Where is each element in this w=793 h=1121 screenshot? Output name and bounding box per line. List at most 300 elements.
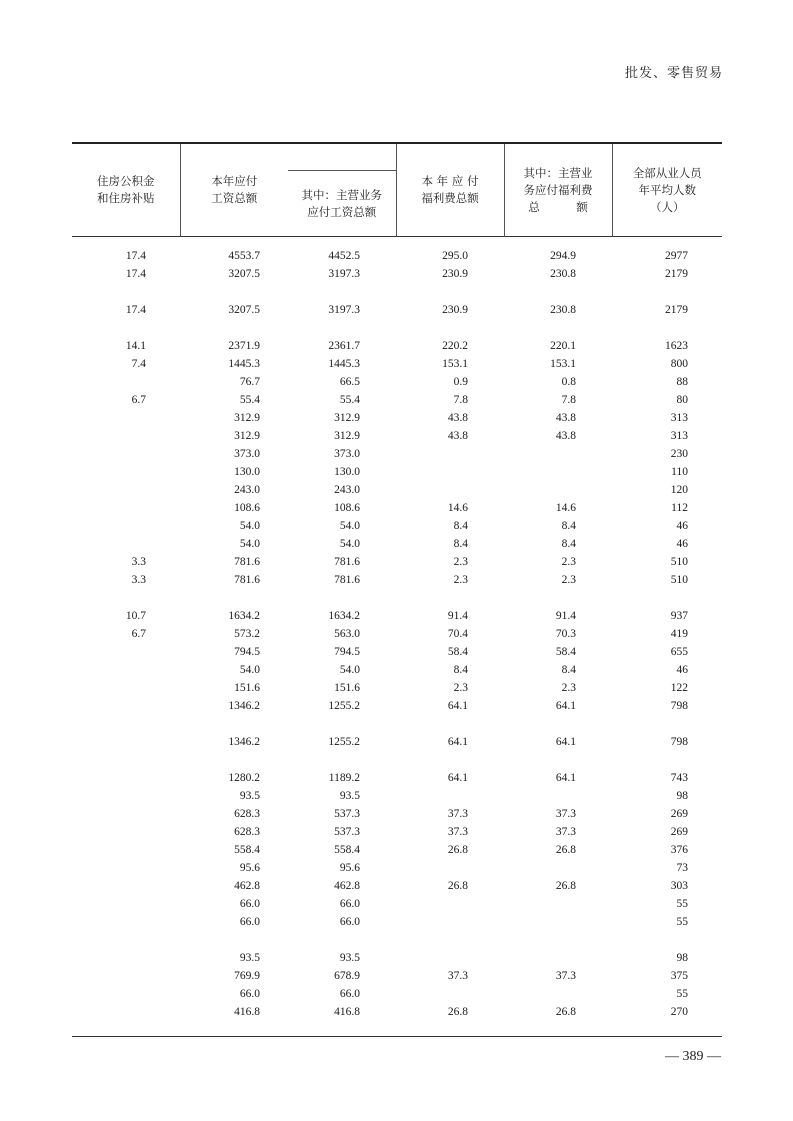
table-cell <box>504 985 612 1003</box>
table-cell: 7.8 <box>453 394 468 406</box>
table-cell <box>288 715 396 733</box>
table-cell: 93.5 <box>239 952 260 964</box>
table-cell: 416.8 <box>234 1006 260 1018</box>
table-cell: 3.3 <box>131 574 146 586</box>
table-cell: 7.8 <box>561 394 576 406</box>
table-row <box>72 553 722 571</box>
table-cell: 153.1 <box>550 358 576 370</box>
table-cell <box>504 463 612 481</box>
table-cell <box>72 733 180 751</box>
table-cell: 6.7 <box>131 628 146 640</box>
table-cell: 2371.9 <box>228 340 260 352</box>
table-cell <box>72 715 180 733</box>
header-payable-wage-spacer <box>288 143 396 171</box>
table-cell: 794.5 <box>334 646 360 658</box>
table-cell: 295.0 <box>442 250 468 262</box>
table-row <box>72 859 722 877</box>
table-cell: 769.9 <box>234 970 260 982</box>
table-cell: 66.0 <box>339 988 360 1000</box>
header-main-wage-line-2: 应付工资总额 <box>307 204 377 219</box>
table-cell <box>72 535 180 553</box>
table-cell: 573.2 <box>234 628 260 640</box>
table-cell: 55 <box>676 898 688 910</box>
table-cell: 66.0 <box>339 916 360 928</box>
table-cell: 26.8 <box>555 844 576 856</box>
page-number: — 389 — <box>665 1049 721 1064</box>
table-cell: 376 <box>670 844 688 856</box>
table-row <box>72 661 722 679</box>
header-main-business-welfare <box>504 143 612 237</box>
table-cell: 17.4 <box>125 304 146 316</box>
table-cell: 8.4 <box>453 664 468 676</box>
table-cell <box>288 751 396 769</box>
table-cell: 93.5 <box>339 790 360 802</box>
table-cell <box>288 589 396 607</box>
table-cell <box>180 715 288 733</box>
table-cell <box>396 949 504 967</box>
table-cell: 58.4 <box>555 646 576 658</box>
table-cell: 230.9 <box>442 304 468 316</box>
table-cell <box>72 769 180 787</box>
table-cell <box>180 319 288 337</box>
table-cell: 91.4 <box>447 610 468 622</box>
table-cell: 54.0 <box>239 538 260 550</box>
table-row <box>72 841 722 859</box>
table-cell <box>288 931 396 949</box>
table-cell <box>72 805 180 823</box>
table-cell: 73 <box>676 862 688 874</box>
table-cell: 8.4 <box>561 664 576 676</box>
table-cell: 313 <box>670 412 688 424</box>
table-row <box>72 373 722 391</box>
table-cell: 1634.2 <box>228 610 260 622</box>
table-cell <box>72 661 180 679</box>
table-cell: 108.6 <box>234 502 260 514</box>
table-cell <box>396 715 504 733</box>
header-payable-wage-line-1: 本年应付 <box>211 174 258 188</box>
table-cell: 14.6 <box>447 502 468 514</box>
table-cell: 55.4 <box>339 394 360 406</box>
table-cell <box>180 931 288 949</box>
table-cell <box>72 949 180 967</box>
table-row <box>72 571 722 589</box>
table-cell: 54.0 <box>339 538 360 550</box>
table-cell <box>396 589 504 607</box>
table-cell: 76.7 <box>239 376 260 388</box>
table-cell <box>504 319 612 337</box>
table-cell <box>72 787 180 805</box>
table-cell: 151.6 <box>334 682 360 694</box>
table-cell: 43.8 <box>447 430 468 442</box>
table-cell: 312.9 <box>234 412 260 424</box>
table-cell: 10.7 <box>125 610 146 622</box>
table-cell <box>72 373 180 391</box>
table-cell: 8.4 <box>561 538 576 550</box>
table-cell: 655 <box>670 646 688 658</box>
table-row <box>72 337 722 355</box>
table-cell <box>396 985 504 1003</box>
table-cell: 6.7 <box>131 394 146 406</box>
table-row <box>72 409 722 427</box>
table-cell: 798 <box>670 736 688 748</box>
table-cell <box>72 679 180 697</box>
table-row <box>72 1003 722 1021</box>
table-row <box>72 607 722 625</box>
table-cell: 120 <box>670 484 688 496</box>
table-cell: 58.4 <box>447 646 468 658</box>
table-cell: 122 <box>670 682 688 694</box>
table-row <box>72 985 722 1003</box>
table-cell: 1623 <box>665 340 688 352</box>
table-cell: 628.3 <box>234 808 260 820</box>
table-cell <box>396 751 504 769</box>
header-employees <box>612 143 722 237</box>
table-row <box>72 733 722 751</box>
table-cell <box>72 517 180 535</box>
table-cell: 781.6 <box>234 574 260 586</box>
header-payable-welfare-line-2: 福利费总额 <box>421 191 479 205</box>
header-housing-fund-line-1: 住房公积金 <box>97 174 155 188</box>
table-cell: 269 <box>670 826 688 838</box>
table-cell <box>72 427 180 445</box>
table-cell: 8.4 <box>561 520 576 532</box>
table-row <box>72 931 722 949</box>
table-cell: 312.9 <box>234 430 260 442</box>
table-cell: 98 <box>676 790 688 802</box>
table-row <box>72 319 722 337</box>
table-row <box>72 625 722 643</box>
header-payable-welfare <box>396 143 504 237</box>
table-cell: 46 <box>676 664 688 676</box>
table-cell: 66.0 <box>339 898 360 910</box>
table-cell: 1634.2 <box>328 610 360 622</box>
table-cell <box>504 895 612 913</box>
header-employees-line-3: （人） <box>650 199 685 214</box>
table-cell: 1255.2 <box>328 736 360 748</box>
table-cell: 43.8 <box>447 412 468 424</box>
table-cell: 2.3 <box>453 682 468 694</box>
table-row <box>72 769 722 787</box>
table-cell: 2179 <box>665 304 688 316</box>
table-cell <box>396 283 504 301</box>
table-cell <box>612 715 722 733</box>
table-cell: 781.6 <box>234 556 260 568</box>
table-cell: 26.8 <box>447 1006 468 1018</box>
table-cell: 3197.3 <box>328 268 360 280</box>
table-cell <box>504 913 612 931</box>
header-payable-wage-line-2: 工资总额 <box>211 191 258 205</box>
table-cell: 781.6 <box>334 556 360 568</box>
table-cell <box>396 859 504 877</box>
table-cell: 95.6 <box>339 862 360 874</box>
table-row <box>72 535 722 553</box>
table-cell: 558.4 <box>234 844 260 856</box>
table-cell: 54.0 <box>239 520 260 532</box>
table-cell: 66.0 <box>239 988 260 1000</box>
table-cell: 230.8 <box>550 304 576 316</box>
table-cell <box>504 283 612 301</box>
table-row <box>72 499 722 517</box>
table-cell <box>396 787 504 805</box>
table-cell: 95.6 <box>239 862 260 874</box>
table-cell: 66.0 <box>239 898 260 910</box>
table-cell: 1280.2 <box>228 772 260 784</box>
table-cell: 373.0 <box>234 448 260 460</box>
table-cell <box>180 751 288 769</box>
section-title: 批发、零售贸易 <box>624 66 723 81</box>
table-row <box>72 355 722 373</box>
table-row <box>72 751 722 769</box>
table-cell <box>72 841 180 859</box>
table-row <box>72 427 722 445</box>
table-cell: 230 <box>670 448 688 460</box>
table-cell: 3.3 <box>131 556 146 568</box>
table-row <box>72 463 722 481</box>
table-row <box>72 679 722 697</box>
table-cell: 64.1 <box>447 772 468 784</box>
table-cell <box>72 499 180 517</box>
table-cell: 794.5 <box>234 646 260 658</box>
table-cell <box>396 481 504 499</box>
table-cell: 26.8 <box>447 880 468 892</box>
header-main-welfare-line-1: 其中：主营业 <box>523 165 593 180</box>
table-cell: 93.5 <box>339 952 360 964</box>
table-cell <box>504 787 612 805</box>
table-cell: 37.3 <box>555 808 576 820</box>
table-cell: 14.6 <box>555 502 576 514</box>
table-cell: 64.1 <box>555 736 576 748</box>
table-cell: 678.9 <box>334 970 360 982</box>
table-cell: 108.6 <box>334 502 360 514</box>
table-cell <box>504 445 612 463</box>
table-cell: 1346.2 <box>228 700 260 712</box>
table-cell: 64.1 <box>447 736 468 748</box>
table-row <box>72 949 722 967</box>
table-cell: 153.1 <box>442 358 468 370</box>
table-row <box>72 805 722 823</box>
table-cell: 563.0 <box>334 628 360 640</box>
table-cell <box>180 589 288 607</box>
table-cell: 230.8 <box>550 268 576 280</box>
table-cell: 130.0 <box>234 466 260 478</box>
statistics-table <box>72 142 722 1021</box>
header-main-wage-line-1: 其中：主营业务 <box>301 187 382 202</box>
table-cell: 2361.7 <box>328 340 360 352</box>
header-payable-wage <box>180 143 288 237</box>
table-cell: 37.3 <box>555 826 576 838</box>
table-cell: 93.5 <box>239 790 260 802</box>
table-cell: 2179 <box>665 268 688 280</box>
table-cell: 55 <box>676 988 688 1000</box>
table-cell: 2.3 <box>453 556 468 568</box>
table-cell <box>612 751 722 769</box>
table-cell <box>504 859 612 877</box>
table-cell: 510 <box>670 556 688 568</box>
table-cell <box>72 409 180 427</box>
table-cell <box>72 931 180 949</box>
table-cell <box>72 319 180 337</box>
table-cell: 313 <box>670 430 688 442</box>
table-cell: 151.6 <box>234 682 260 694</box>
table-cell <box>72 823 180 841</box>
table-cell: 8.4 <box>453 538 468 550</box>
table-cell: 537.3 <box>334 808 360 820</box>
table-cell: 1189.2 <box>328 772 360 784</box>
table-cell <box>612 319 722 337</box>
table-cell <box>72 1003 180 1021</box>
table-cell: 37.3 <box>447 808 468 820</box>
table-cell: 2.3 <box>453 574 468 586</box>
table-cell: 54.0 <box>239 664 260 676</box>
table-cell: 937 <box>670 610 688 622</box>
table-cell <box>72 697 180 715</box>
table-cell: 55 <box>676 916 688 928</box>
table-cell <box>612 931 722 949</box>
table-cell: 91.4 <box>555 610 576 622</box>
table-cell: 0.9 <box>453 376 468 388</box>
table-cell: 64.1 <box>555 772 576 784</box>
table-cell: 130.0 <box>334 466 360 478</box>
table-cell: 1255.2 <box>328 700 360 712</box>
table-cell: 220.2 <box>442 340 468 352</box>
header-main-business-wage <box>288 171 396 237</box>
table-cell: 46 <box>676 520 688 532</box>
header-housing-fund-line-2: 和住房补贴 <box>97 191 155 205</box>
table-cell: 510 <box>670 574 688 586</box>
table-cell: 3207.5 <box>228 304 260 316</box>
table-row <box>72 283 722 301</box>
table-cell: 1445.3 <box>228 358 260 370</box>
table-cell <box>396 463 504 481</box>
table-cell: 14.1 <box>125 340 146 352</box>
table-cell: 373.0 <box>334 448 360 460</box>
table-cell <box>72 481 180 499</box>
table-cell: 88 <box>676 376 688 388</box>
table-row <box>72 913 722 931</box>
table-row <box>72 715 722 733</box>
header-housing-fund <box>72 143 180 237</box>
table-cell: 66.0 <box>239 916 260 928</box>
table-cell: 64.1 <box>447 700 468 712</box>
table-cell: 43.8 <box>555 412 576 424</box>
table-cell: 2977 <box>665 250 688 262</box>
header-payable-welfare-line-1: 本 年 应 付 <box>421 174 479 188</box>
table-cell: 243.0 <box>334 484 360 496</box>
table-cell <box>72 877 180 895</box>
table-cell: 220.1 <box>550 340 576 352</box>
table-cell: 37.3 <box>447 970 468 982</box>
bottom-rule <box>72 1036 722 1037</box>
table-row <box>72 517 722 535</box>
table-cell: 1346.2 <box>228 736 260 748</box>
statistics-table-container <box>72 142 722 1021</box>
table-cell: 0.8 <box>561 376 576 388</box>
table-cell <box>180 283 288 301</box>
table-cell: 462.8 <box>334 880 360 892</box>
table-cell: 110 <box>671 466 688 478</box>
table-row <box>72 877 722 895</box>
table-cell: 1445.3 <box>328 358 360 370</box>
table-row <box>72 301 722 319</box>
table-cell: 269 <box>670 808 688 820</box>
table-cell <box>72 445 180 463</box>
table-cell: 312.9 <box>334 412 360 424</box>
table-row <box>72 237 722 266</box>
table-cell <box>72 895 180 913</box>
table-cell: 419 <box>670 628 688 640</box>
table-cell: 781.6 <box>334 574 360 586</box>
table-cell: 54.0 <box>339 520 360 532</box>
table-cell <box>504 751 612 769</box>
header-employees-line-1: 全部从业人员 <box>632 165 702 180</box>
table-cell: 43.8 <box>555 430 576 442</box>
table-cell: 375 <box>670 970 688 982</box>
table-cell: 17.4 <box>125 268 146 280</box>
table-cell <box>72 643 180 661</box>
table-row <box>72 895 722 913</box>
table-cell: 37.3 <box>447 826 468 838</box>
table-cell: 2.3 <box>561 682 576 694</box>
table-row <box>72 967 722 985</box>
table-cell: 26.8 <box>555 880 576 892</box>
table-cell: 112 <box>671 502 688 514</box>
table-cell: 70.3 <box>555 628 576 640</box>
table-cell: 3197.3 <box>328 304 360 316</box>
table-cell <box>72 751 180 769</box>
table-cell <box>288 319 396 337</box>
table-cell <box>396 931 504 949</box>
table-cell <box>72 589 180 607</box>
table-cell: 46 <box>676 538 688 550</box>
table-cell <box>72 967 180 985</box>
table-cell: 80 <box>676 394 688 406</box>
header-main-welfare-line-3: 总 额 <box>528 199 588 214</box>
table-cell: 7.4 <box>131 358 146 370</box>
table-cell <box>72 859 180 877</box>
table-cell <box>72 463 180 481</box>
table-cell: 243.0 <box>234 484 260 496</box>
table-cell <box>504 931 612 949</box>
table-cell <box>504 949 612 967</box>
table-cell <box>396 913 504 931</box>
table-cell <box>396 895 504 913</box>
table-cell: 294.9 <box>550 250 576 262</box>
table-cell: 462.8 <box>234 880 260 892</box>
table-header <box>72 143 722 237</box>
table-cell <box>72 985 180 1003</box>
table-cell: 4553.7 <box>228 250 260 262</box>
table-cell: 8.4 <box>453 520 468 532</box>
table-cell <box>72 283 180 301</box>
table-row <box>72 391 722 409</box>
table-cell <box>288 283 396 301</box>
table-cell: 2.3 <box>561 556 576 568</box>
table-cell: 70.4 <box>447 628 468 640</box>
table-cell: 800 <box>670 358 688 370</box>
table-cell <box>396 319 504 337</box>
table-row <box>72 445 722 463</box>
table-cell: 64.1 <box>555 700 576 712</box>
table-cell: 37.3 <box>555 970 576 982</box>
table-cell: 558.4 <box>334 844 360 856</box>
table-cell: 4452.5 <box>328 250 360 262</box>
table-cell <box>72 913 180 931</box>
header-main-welfare-line-2: 务应付福利费 <box>523 182 593 197</box>
table-cell: 26.8 <box>447 844 468 856</box>
table-row <box>72 787 722 805</box>
table-cell: 628.3 <box>234 826 260 838</box>
table-cell: 303 <box>670 880 688 892</box>
